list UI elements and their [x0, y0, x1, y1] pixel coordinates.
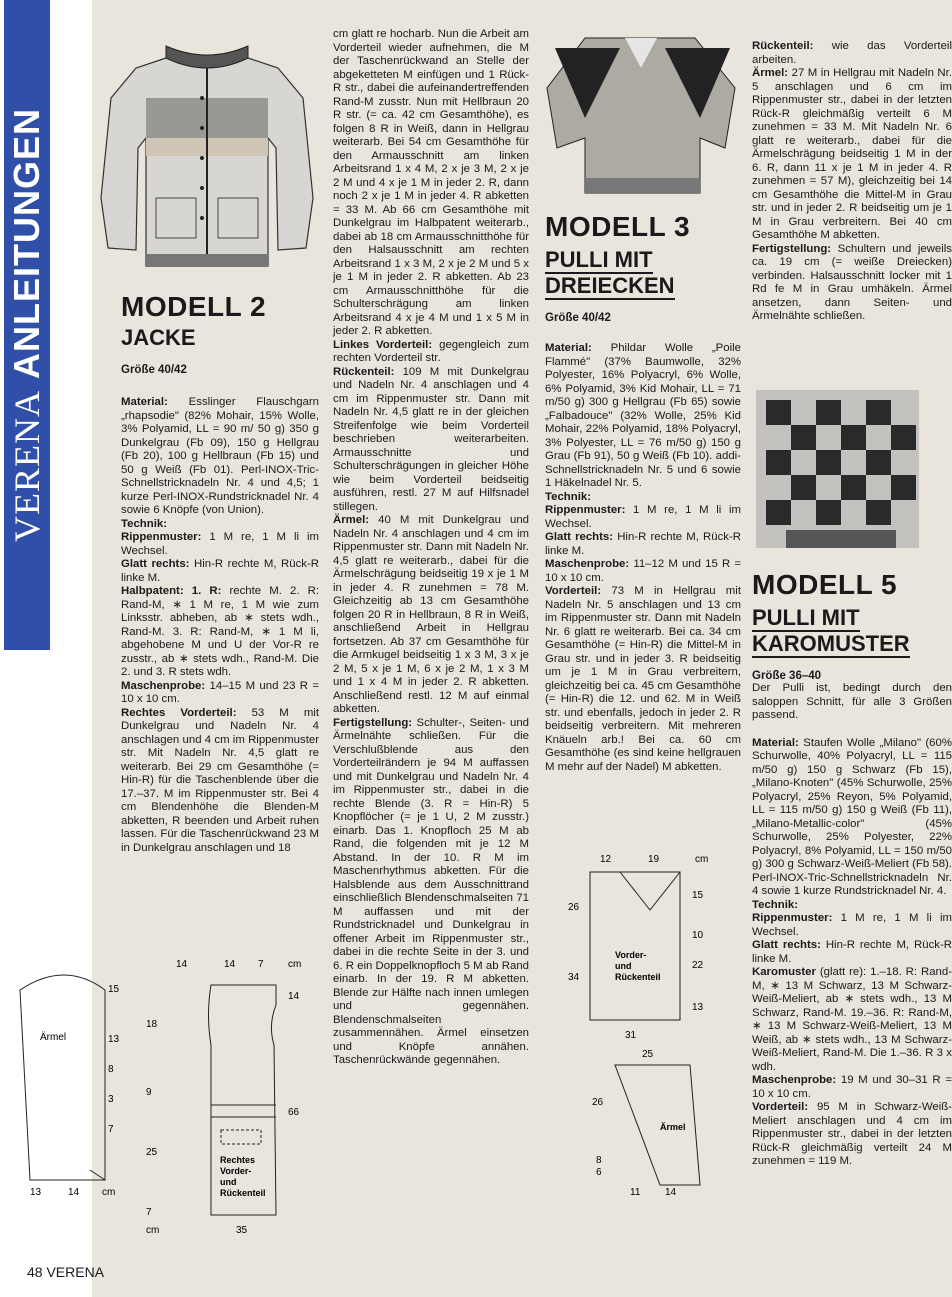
m3-sleeve-top-0: 25: [642, 1049, 654, 1060]
col2-linkes: gegengleich zum rechten Vorderteil str.: [333, 338, 530, 364]
model3-title: [545, 248, 741, 300]
m2-left-8: 3: [108, 1094, 114, 1105]
m2-left-3: 18: [146, 1019, 158, 1030]
model2-maschenprobe: 14–15 M und 23 R = 10 x 10 cm.: [121, 679, 319, 705]
col2-fertig-label: Fertigstellung:: [333, 716, 413, 729]
model2-rippen-label: Rippenmuster:: [121, 531, 202, 543]
col4-top-text: [752, 40, 952, 324]
model3-glatt: Hin-R rechte M, Rück-R linke M.: [545, 531, 741, 557]
model2-glatt-label: Glatt rechts:: [121, 558, 190, 570]
m2-top-2: 7: [258, 959, 264, 970]
m2-bottom-cm: cm: [146, 1225, 160, 1236]
m2-body-label-3: Rückenteil: [220, 1188, 266, 1198]
m2-left-0: 15: [108, 984, 120, 995]
triangle-sweater-illustration: [545, 28, 737, 198]
m3-right-1: 10: [692, 930, 704, 941]
model2-text-cont: [333, 28, 529, 1068]
m3-right-0: 15: [692, 890, 704, 901]
model5-maschen-label: Maschenprobe:: [752, 1074, 837, 1086]
jacket-illustration: [96, 28, 318, 268]
col2-rueck-label: Rückenteil:: [333, 365, 395, 378]
model2-body-diagram: [136, 955, 316, 1240]
model5-glatt-label: Glatt rechts:: [752, 939, 821, 951]
m3-bottom-0: 31: [625, 1030, 637, 1041]
model5-maschen: 19 M und 30–31 R = 10 x 10 cm.: [752, 1074, 952, 1100]
model5-size: Größe 36–40: [752, 670, 822, 682]
model3-maschen: 11–12 M und 15 R = 10 x 10 cm.: [545, 558, 741, 584]
m3-sleeve-left-2: 6: [596, 1167, 602, 1178]
m2-body-label-2: und: [220, 1177, 237, 1187]
m2-body-label-0: Rechtes: [220, 1155, 256, 1165]
model2-material: Esslinger Flauschgarn „rhapsodie" (82% Mohair, 15% Wolle, 3% Polyamid, LL = 90 m/ 50 g) 350 g Dunkelgrau (Fb 09), 150 g Hellgrau (Fb 20), 100 g Hellbraun (Fb 15) und 50 g Weiß (Fb 01). Perl-INOX-Tric-Schnellstricknadeln Nr. 4 und 4,5; 1 kurze Perl-INOX-Rundstricknadel Nr. 4 sowie 6 Knöpfe (von Union).: [121, 396, 319, 516]
m3-sleeve-left-1: 8: [596, 1155, 602, 1166]
m2-left-6: 8: [108, 1064, 114, 1075]
model2-material-label: Material:: [121, 396, 168, 408]
m3-sleeve-bottom-1: 14: [665, 1187, 677, 1198]
model5-title-line1: PULLI MIT: [752, 605, 860, 630]
model2-header: [121, 292, 321, 378]
model3-title-line2: DREIECKEN: [545, 273, 675, 298]
model5-material: Staufen Wolle „Milano" (60% Schurwolle, 40% Polyacryl, LL = 115 m/50 g) 150 g Schwarz (Fb 15), „Milano-Knoten" (45% Schurwolle, 25% Polyacryl, 25% Reyon, 5% Polyamid, LL = 115 m/50 g) 150 g Weiß (Fb 11), „Milano-Metallic-color" (45% Schurwolle, 25% Polyester, 22% Polyacryl, 8% Polyamid, LL = 150 m/50 g) 300 g Schwarz-Weiß-Meliert (Fb 58). Perl-INOX-Tric-Schnellstricknadeln Nr. 4 sowie 1 kurze Rundstricknadel Nr. 4.: [752, 736, 952, 897]
m2-top-0: 14: [176, 959, 188, 970]
model2-title: JACKE: [121, 325, 196, 350]
model5-karo: (glatt re): 1.–18. R: Rand-M, ∗ 13 M Schwarz, 13 M Schwarz-Weiß-Meliert, ab ∗ stets wdh., 13 M Schwarz, Rand-M. 19.–36. R: Rand-M, ∗ 13 M Schwarz-Weiß-Meliert, 13 M Weiß, ab ∗ stets wdh., 13 M Schwarz-Weiß-Meliert, Rand-M. Die 1.–36. R 3 x wdh.: [752, 966, 952, 1073]
col4-aermel: 27 M in Hellgrau mit Nadeln Nr. 5 anschlagen und 6 cm im Rippenmuster str., dabei in der letzten Rück-R gleichmäßig verteilt 6 M zunehmen = 33 M. Mit Nadeln Nr. 6 glatt re weiterarb., dabei für die Ärmelschrägung beidseitig 1 M in der 6. R, dann 11 x je 1 M in jeder 4. R zunehmen = 57 M), gleichzeitig bei 14 cm Gesamthöhe die Mittel-M in Grau str. und in jeder 2. R beidseitig um je 1 M in Grau verbreitern. Bei 40 cm Gesamthöhe M abketten.: [752, 67, 952, 241]
model2-model: MODELL 2: [121, 291, 267, 322]
col2-rueck: 109 M mit Dunkelgrau und Nadeln Nr. 4 anschlagen und 4 cm im Rippenmuster str. Dann mit Nadeln Nr. 4,5 glatt re in der gleichen Streifenfolge wie beim Vorderteil beschrieben weiterarbeiten. Armausschnitte und Schulterschrägungen in gleicher Höhe wie beim Vorderteil beidseitig ausführen, restl. 27 M auf Hilfsnadel stillegen.: [333, 365, 529, 513]
col2-aermel-label: Ärmel:: [333, 514, 370, 526]
model2-sleeve-diagram: [10, 960, 130, 1200]
m2-left-12: 7: [146, 1207, 152, 1218]
col2-linkes-label: Linkes Vorderteil:: [333, 338, 433, 351]
model2-halbpatent: rechte M. 2. R: Rand-M, ∗ 1 M re, 1 M wie zum Linksstr. abheben, ab ∗ stets wdh., Rand-M. 3. R: Rand-M, ∗ 1 M li, abgehobene M und U der Vor-R re zusstr., ab ∗ stets wdh., Rand-M. Die 2. und 3. R stets wdh.: [121, 585, 319, 678]
model3-title-line1: PULLI MIT: [545, 247, 653, 272]
model2-rechtes-label: Rechtes Vorderteil:: [121, 706, 237, 719]
m3-body-label-1: und: [615, 961, 632, 971]
model3-glatt-label: Glatt rechts:: [545, 531, 614, 543]
m2-sleeve-bottom-1: 14: [68, 1187, 80, 1198]
model5-title-line2: KAROMUSTER: [752, 631, 910, 656]
model3-technik-label: Technik:: [545, 490, 591, 503]
model3-material: Phildar Wolle „Poile Flammé" (37% Baumwolle, 32% Polyester, 16% Polyacryl, 6% Wolle, 6% Polyamid, 3% Kid Mohair, LL = 71 m/50 g) 300 g Hellgrau (Fb 65) sowie „Falbadouce" (32% Wolle, 25% Kid Mohair, 22% Polyamid, 18% Polyacryl, 3% Polyester, LL = 76 m/50 g) 150 g Grau (Fb 91), 50 g Weiß (Fb 10). addi-Schnellstricknadeln Nr. 5 und 6 sowie 1 Häkelnadel Nr. 5.: [545, 342, 741, 489]
sidebar-brand: VERENA: [7, 390, 47, 543]
m2-sleeve-bottom-0: 13: [30, 1187, 42, 1198]
m2-cm-bottom: cm: [102, 1187, 116, 1198]
col4-fertig: Schultern und jeweils ca. 19 cm (= weiße Dreiecken) verbinden. Halsausschnitt locker mit 1 Rd fe M in Grau umhäkeln. Ärmel ansetzen, dann Seiten- und Ärmelnähte schließen.: [752, 242, 952, 322]
model5-rippen: 1 M re, 1 M li im Wechsel.: [752, 912, 952, 938]
m3-right-3: 13: [692, 1002, 704, 1013]
model3-material-label: Material:: [545, 342, 592, 354]
sidebar-label: [6, 108, 48, 542]
m3-left-1: 34: [568, 972, 580, 983]
m2-left-11: 25: [146, 1147, 158, 1158]
model3-size: Größe 40/42: [545, 312, 611, 324]
sidebar-section: ANLEITUNGEN: [6, 107, 47, 379]
model3-vorder-label: Vorderteil:: [545, 585, 602, 597]
col4-clip: [752, 0, 952, 1297]
col4-aermel-label: Ärmel:: [752, 67, 789, 79]
model5-title: [752, 606, 952, 658]
m3-right-2: 22: [692, 960, 704, 971]
model2-sleeve-label: Ärmel: [40, 1032, 67, 1043]
m3-body-label-2: Rückenteil: [615, 972, 661, 982]
model3-model: MODELL 3: [545, 211, 691, 242]
m2-top-1: 14: [224, 959, 236, 970]
m3-sleeve-left-0: 26: [592, 1097, 604, 1108]
model2-technik-label: Technik:: [121, 517, 167, 530]
model3-rippen-label: Rippenmuster:: [545, 504, 626, 516]
m2-left-10: 7: [108, 1124, 114, 1135]
m2-body-label-1: Vorder-: [220, 1166, 252, 1176]
model3-text: [545, 342, 741, 774]
model2-text: [121, 396, 319, 855]
model5-header: [752, 570, 952, 684]
model2-glatt: Hin-R rechte M, Rück-R linke M.: [121, 558, 320, 584]
model2-rippen: 1 M re, 1 M li im Wechsel.: [121, 531, 319, 557]
m2-bottom-0: 35: [236, 1225, 248, 1236]
model2-size: Größe 40/42: [121, 364, 187, 376]
model5-rippen-label: Rippenmuster:: [752, 912, 833, 924]
model3-header: [545, 212, 741, 326]
model5-vorder-label: Vorderteil:: [752, 1101, 809, 1113]
col4-fertig-label: Fertigstellung:: [752, 242, 832, 255]
model5-karo-label: Karomuster: [752, 966, 816, 978]
col2-aermel: 40 M mit Dunkelgrau und Nadeln Nr. 4 anschlagen und 4 cm im Rippenmuster str. Dann mit Nadeln Nr. 4,5 glatt re weiterarb., dabei für die Ärmelschrägung beidseitig 19 x je 1 M in jeder 4. R zunehmen = 78 M. Gleichzeitig ab 13 cm Gesamthöhe folgen 20 R in Hellbraun, 8 R in Weiß, anschließend Arbeit in Hellgrau fortsetzen. Ab 37 cm Gesamthöhe für die Armkugel beidseitig 1 x 3 M, 3 x je 2 M, 5 x je 1 M, 6 x je 2 M, 1 x 3 M und 1 x 4 M in jeder 2. R abketten. Anschließend restl. 12 M auf einmal abketten.: [333, 514, 529, 715]
m2-left-4: 13: [108, 1034, 120, 1045]
model3-body-diagram: [560, 850, 730, 1045]
model3-maschen-label: Maschenprobe:: [545, 558, 630, 570]
m3-body-label-0: Vorder-: [615, 950, 647, 960]
m2-left-9: 9: [146, 1087, 152, 1098]
model5-vorder: 95 M in Schwarz-Weiß-Meliert anschlagen und 4 cm im Rippenmuster str., dabei in der letzten Rück-R gleichmäßig verteilt 24 M zunehmen = 119 M.: [752, 1101, 952, 1167]
m3-left-0: 26: [568, 902, 580, 913]
model5-model: MODELL 5: [752, 569, 898, 600]
col2-fertig: Schulter-, Seiten- und Ärmelnähte schließen. Für die Verschlußblende aus den Vorderteilrändern je 94 M auffassen und mit Dunkelgrau und Nadeln Nr. 4 im Rippenmuster str., dabei in die rechte Blende (3. R = Hin-R) 5 Knopflöcher (= je 1 U, 2 M zusstr.) einarb. Das 1. Knopfloch 25 M ab Rand, die folgenden mit je 12 M Abstand. In der 10. R M im Maschenrhythmus abketten. Für die Halsblende aus dem Ausschnittrand einschließlich Blendenschmalseiten 71 M auffassen und mit der Rundstricknadel und Dunkelgrau in offener Arbeit im Rippenmuster str., dabei in die rechte Seite in der 3. und 6. R ein Doppelknopfloch 5 M ab Rand einarb. In der 19. R M abketten. Blende zur Hälfte nach innen umlegen und gegennähen. Blendenschmalseiten zusammennähen. Ärmel einsetzen und Knöpfe annähen. Taschenrückwände gegennähen.: [333, 716, 530, 1066]
col2-p1: cm glatt re hocharb. Nun die Arbeit am Vorderteil wieder aufnehmen, die M der Taschenrückwand an Stelle der abgeketteten M einfügen und 1 Rück-R str., dabei die aufeinandertreffenden Rand-M zusstr. Nun mit Hellbraun 20 R str. (= ca. 42 cm Gesamthöhe), es folgen 8 R in Weiß, dann in Hellgrau weiterarb. Bei 54 cm Gesamthöhe für den Armausschnitt am linken Arbeitsrand 1 x 4 M, 2 x je 3 M, 2 x je 2 M und 4 x je 1 M in jeder 2. R, dann noch 2 x je 1 M in jeder 4. R abketten = 33 M. Ab 66 cm Gesamthöhe mit Dunkelgrau im Halbpatent weiterarb., dabei ab 18 cm Armausschnitthöhe für den Halsausschnitt am rechten Arbeitsrand 1 x 3 M, 2 x je 2 M und 5 x je 1 M in jeder 2. R abketten. Ab 23 cm Armausschnitthöhe für die Schulterschrägung am linken Arbeitsrand 4 x je 4 M und 1 x 5 M in jeder 2. R abketten.: [333, 28, 529, 337]
model5-intro: Der Pulli ist, bedingt durch den saloppen Schnitt, für alle 3 Größen passend.: [752, 682, 952, 721]
m3-top-1: 19: [648, 854, 660, 865]
page-footer: 48 VERENA: [27, 1264, 105, 1280]
m2-top-cm: cm: [288, 959, 302, 970]
model5-text: [752, 682, 952, 1169]
model3-vorder: 73 M in Hellgrau mit Nadeln Nr. 5 anschlagen und 13 cm im Rippenmuster str. Dann mit Nadeln Nr. 6 glatt re weiterarb. Bei ca. 34 cm Gesamthöhe (= Hin-R) die Mittel-M in Grau str. und in jeder 3. R beidseitig um je 1 M in Grau verbreitern, gleichzeitig bei ca. 45 cm Gesamthöhe (= Hin-R) die 12. und 62. M in Weiß str. und ebenfalls, jedoch in jeder 2. R beidseitig verbreitern. Mit mehreren Knäueln arb.! Bei ca. 60 cm Gesamthöhe (es sind keine hellgrauen M mehr auf der Nadel) M abketten.: [545, 585, 741, 773]
model5-material-label: Material:: [752, 736, 799, 749]
model2-maschenprobe-label: Maschenprobe:: [121, 679, 206, 692]
m3-sleeve-label: Ärmel: [660, 1122, 686, 1132]
model5-technik-label: Technik:: [752, 898, 798, 911]
m2-right-1: 66: [288, 1107, 300, 1118]
col4-rueck: wie das Vorderteil arbeiten.: [752, 40, 952, 66]
m3-top-0: 12: [600, 854, 612, 865]
model2-rechtes: 53 M mit Dunkelgrau und Nadeln Nr. 4 anschlagen und 4 cm im Rippenmuster str. Mit Nadeln Nr. 4,5 glatt re weiterarb. Bei 29 cm Gesamthöhe (= Hin-R) für die Taschenblende über die 17.–37. M im Rippenmuster str. Bei 4 cm Blendenhöhe die Blenden-M abketten, R beenden und Arbeit ruhen lassen. Für die Taschenrückwand 23 M in Dunkelgrau anschlagen und 18: [121, 706, 320, 854]
model3-rippen: 1 M re, 1 M li im Wechsel.: [545, 504, 741, 530]
col4-rueck-label: Rückenteil:: [752, 40, 814, 52]
model2-halbpatent-label: Halbpatent: 1. R:: [121, 585, 222, 597]
m3-sleeve-bottom-0: 11: [630, 1187, 641, 1198]
model3-sleeve-diagram: [580, 1045, 720, 1198]
m2-right-0: 14: [288, 991, 300, 1002]
model5-glatt: Hin-R rechte M, Rück-R linke M.: [752, 939, 952, 965]
m3-top-cm: cm: [695, 854, 709, 865]
